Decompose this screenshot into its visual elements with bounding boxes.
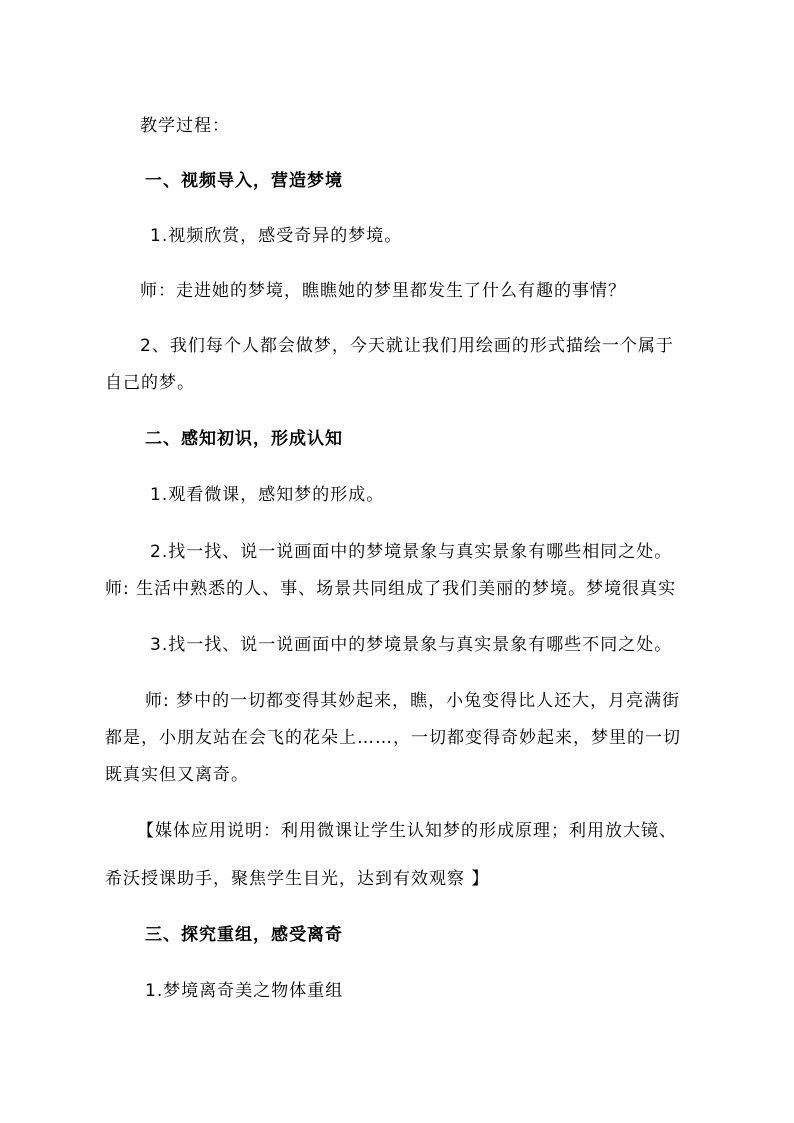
heading-part-three: 三、探究重组，感受离奇 [145, 925, 343, 945]
paragraph-teacher-3-line-3: 既真实但又离奇。 [105, 765, 249, 785]
paragraph-3-1: 1.梦境离奇美之物体重组 [145, 981, 344, 1001]
media-note-line-1: 【媒体应用说明：利用微课让学生认知梦的形成原理；利用放大镜、 [137, 821, 677, 841]
paragraph-teacher-1: 师：走进她的梦境，瞧瞧她的梦里都发生了什么有趣的事情？ [140, 281, 626, 301]
paragraph-teacher-3-line-1: 师: 梦中的一切都变得其妙起来，瞧，小兔变得比人还大，月亮满街 [145, 691, 681, 711]
paragraph-teacher-3-line-2: 都是，小朋友站在会飞的花朵上……，一切都变得奇妙起来，梦里的一切 [105, 728, 681, 748]
heading-part-two: 二、感知初识，形成认知 [145, 429, 343, 449]
paragraph-2-1: 1.观看微课，感知梦的形成。 [150, 485, 385, 505]
paragraph-teacher-2: 师: 生活中熟悉的人、事、场景共同组成了我们美丽的梦境。梦境很真实 [105, 579, 677, 599]
paragraph-1-2-line-1: 2、我们每个人都会做梦，今天就让我们用绘画的形式描绘一个属于 [140, 336, 674, 356]
paragraph-2-2: 2.找一找、说一说画面中的梦境景象与真实景象有哪些相同之处。 [150, 542, 673, 562]
paragraph-2-3: 3.找一找、说一说画面中的梦境景象与真实景象有哪些不同之处。 [150, 635, 673, 655]
media-note-line-2: 希沃授课助手，聚焦学生目光，达到有效观察 】 [105, 869, 490, 889]
section-title-teaching-process: 教学过程： [140, 116, 230, 136]
paragraph-1-1: 1.视频欣赏，感受奇异的梦境。 [150, 226, 403, 246]
paragraph-1-2-line-2: 自己的梦。 [105, 373, 195, 393]
heading-part-one: 一、视频导入，营造梦境 [145, 171, 343, 191]
